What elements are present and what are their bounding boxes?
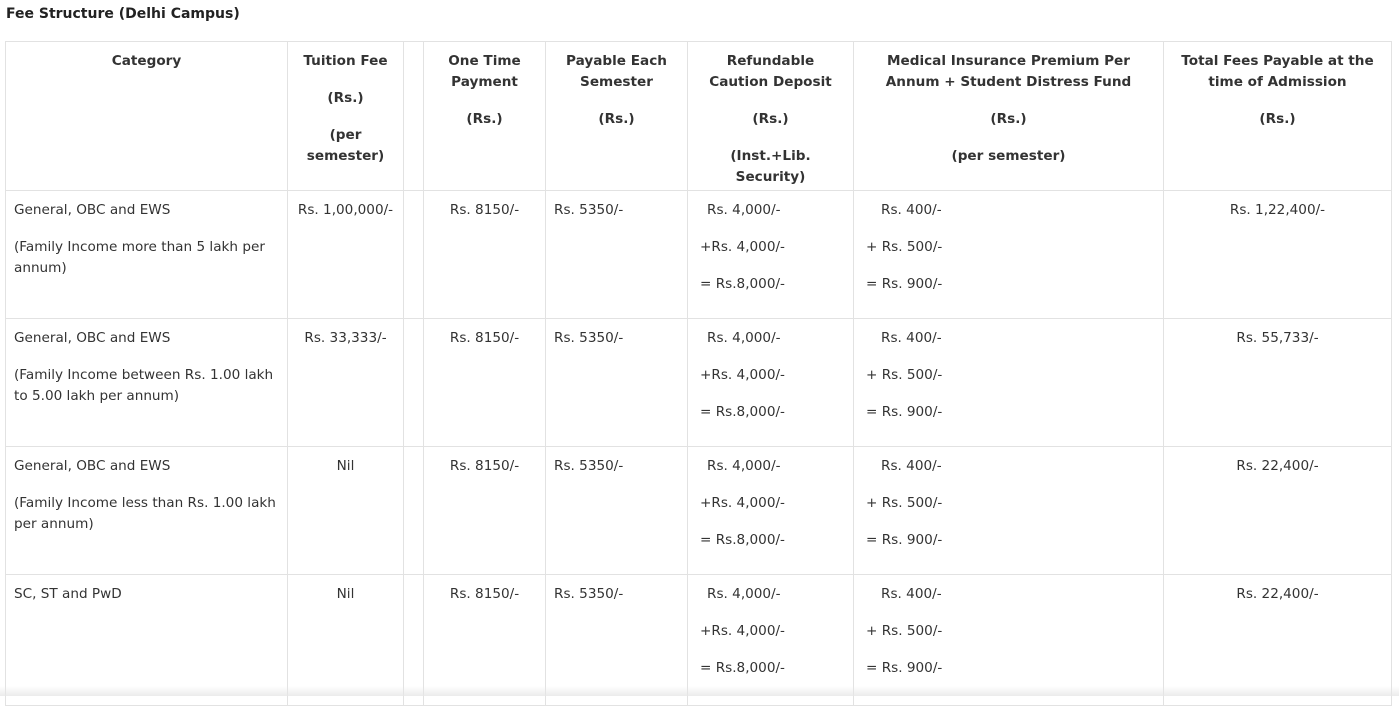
medical-line: + Rs. 500/- [866,623,943,639]
header-blank [404,42,424,191]
total-fees-value: Rs. 1,22,400/- [1229,202,1326,218]
tuition-fee-value: Rs. 1,00,000/- [297,202,394,218]
header-tuition-unit: (Rs.) [327,90,364,106]
table-row [6,191,1392,319]
tuition-fee-value: Nil [336,586,355,602]
medical-line: Rs. 400/- [881,586,942,602]
payable-each-semester-cell [546,319,688,447]
caution-line: = Rs.8,000/- [700,660,785,676]
header-payable-each-semester [546,42,688,191]
total-fees-cell [1164,447,1392,575]
tuition-fee-value: Rs. 33,333/- [304,330,387,346]
header-category [6,42,288,191]
tuition-fee-value: Nil [336,458,355,474]
medical-line: Rs. 400/- [881,330,942,346]
fee-structure-table [5,41,1392,706]
header-caution-unit: (Rs.) [752,111,789,127]
table-header-row [6,42,1392,191]
medical-line: Rs. 400/- [881,458,942,474]
category-note: (Family Income between Rs. 1.00 lakh to 5.00 lakh per annum) [14,367,274,404]
caution-line: = Rs.8,000/- [700,532,785,548]
header-tuition-period: (per semester) [306,127,385,164]
caution-line: = Rs.8,000/- [700,276,785,292]
caution-deposit-cell [688,191,854,319]
header-medical-unit: (Rs.) [990,111,1027,127]
medical-line: Rs. 400/- [881,202,942,218]
category-note: (Family Income more than 5 lakh per annum) [14,239,265,276]
medical-line: = Rs. 900/- [866,404,943,420]
header-caution-note: (Inst.+Lib. Security) [730,148,811,185]
caution-line: +Rs. 4,000/- [700,367,785,383]
page-title: Fee Structure (Delhi Campus) [6,6,240,22]
caution-deposit-cell [688,447,854,575]
header-one-time-label: One Time Payment [448,53,521,90]
category-cell [6,319,288,447]
payable-each-semester-value: Rs. 5350/- [554,202,624,218]
header-total-label: Total Fees Payable at the time of Admission [1181,53,1374,90]
payable-each-semester-value: Rs. 5350/- [554,330,624,346]
header-total-fees [1164,42,1392,191]
total-fees-value: Rs. 22,400/- [1236,458,1319,474]
medical-line: + Rs. 500/- [866,367,943,383]
medical-line: + Rs. 500/- [866,239,943,255]
header-tuition-fee [288,42,404,191]
category-note: (Family Income less than Rs. 1.00 lakh per annum) [14,495,276,532]
one-time-payment-value: Rs. 8150/- [449,202,520,218]
category-label: SC, ST and PwD [14,586,122,602]
tuition-fee-cell [288,447,404,575]
one-time-payment-cell [424,447,546,575]
category-label: General, OBC and EWS [14,330,171,346]
caution-line: = Rs.8,000/- [700,404,785,420]
header-one-time-payment [424,42,546,191]
header-one-time-unit: (Rs.) [466,111,503,127]
header-total-unit: (Rs.) [1259,111,1296,127]
header-caution-deposit [688,42,854,191]
total-fees-cell [1164,319,1392,447]
caution-line: +Rs. 4,000/- [700,239,785,255]
tuition-fee-cell [288,191,404,319]
bottom-scroll-fade [0,686,1399,696]
blank-cell [404,191,424,319]
blank-cell [404,447,424,575]
medical-insurance-cell [854,319,1164,447]
header-medical-period: (per semester) [951,148,1066,164]
payable-each-semester-value: Rs. 5350/- [554,586,624,602]
medical-insurance-cell [854,447,1164,575]
tuition-fee-cell [288,319,404,447]
payable-each-semester-cell [546,191,688,319]
header-medical-insurance [854,42,1164,191]
payable-each-semester-value: Rs. 5350/- [554,458,624,474]
caution-line: Rs. 4,000/- [707,586,781,602]
caution-line: Rs. 4,000/- [707,202,781,218]
category-cell [6,447,288,575]
table-row [6,447,1392,575]
payable-each-semester-cell [546,447,688,575]
header-each-sem-label: Payable Each Semester [566,53,667,90]
category-label: General, OBC and EWS [14,458,171,474]
one-time-payment-cell [424,319,546,447]
caution-deposit-cell [688,319,854,447]
caution-line: +Rs. 4,000/- [700,495,785,511]
one-time-payment-value: Rs. 8150/- [449,586,520,602]
medical-line: = Rs. 900/- [866,276,943,292]
medical-insurance-cell [854,191,1164,319]
header-category-label: Category [111,53,182,69]
category-cell [6,191,288,319]
medical-line: = Rs. 900/- [866,660,943,676]
medical-line: + Rs. 500/- [866,495,943,511]
total-fees-cell [1164,191,1392,319]
category-label: General, OBC and EWS [14,202,171,218]
header-medical-label: Medical Insurance Premium Per Annum + Student Distress Fund [885,53,1132,90]
one-time-payment-value: Rs. 8150/- [449,458,520,474]
caution-line: +Rs. 4,000/- [700,623,785,639]
blank-cell [404,319,424,447]
header-tuition-label: Tuition Fee [303,53,388,69]
caution-line: Rs. 4,000/- [707,458,781,474]
one-time-payment-value: Rs. 8150/- [449,330,520,346]
caution-line: Rs. 4,000/- [707,330,781,346]
one-time-payment-cell [424,191,546,319]
header-caution-label: Refundable Caution Deposit [709,53,832,90]
medical-line: = Rs. 900/- [866,532,943,548]
total-fees-value: Rs. 55,733/- [1236,330,1319,346]
total-fees-value: Rs. 22,400/- [1236,586,1319,602]
header-each-sem-unit: (Rs.) [598,111,635,127]
table-row [6,319,1392,447]
